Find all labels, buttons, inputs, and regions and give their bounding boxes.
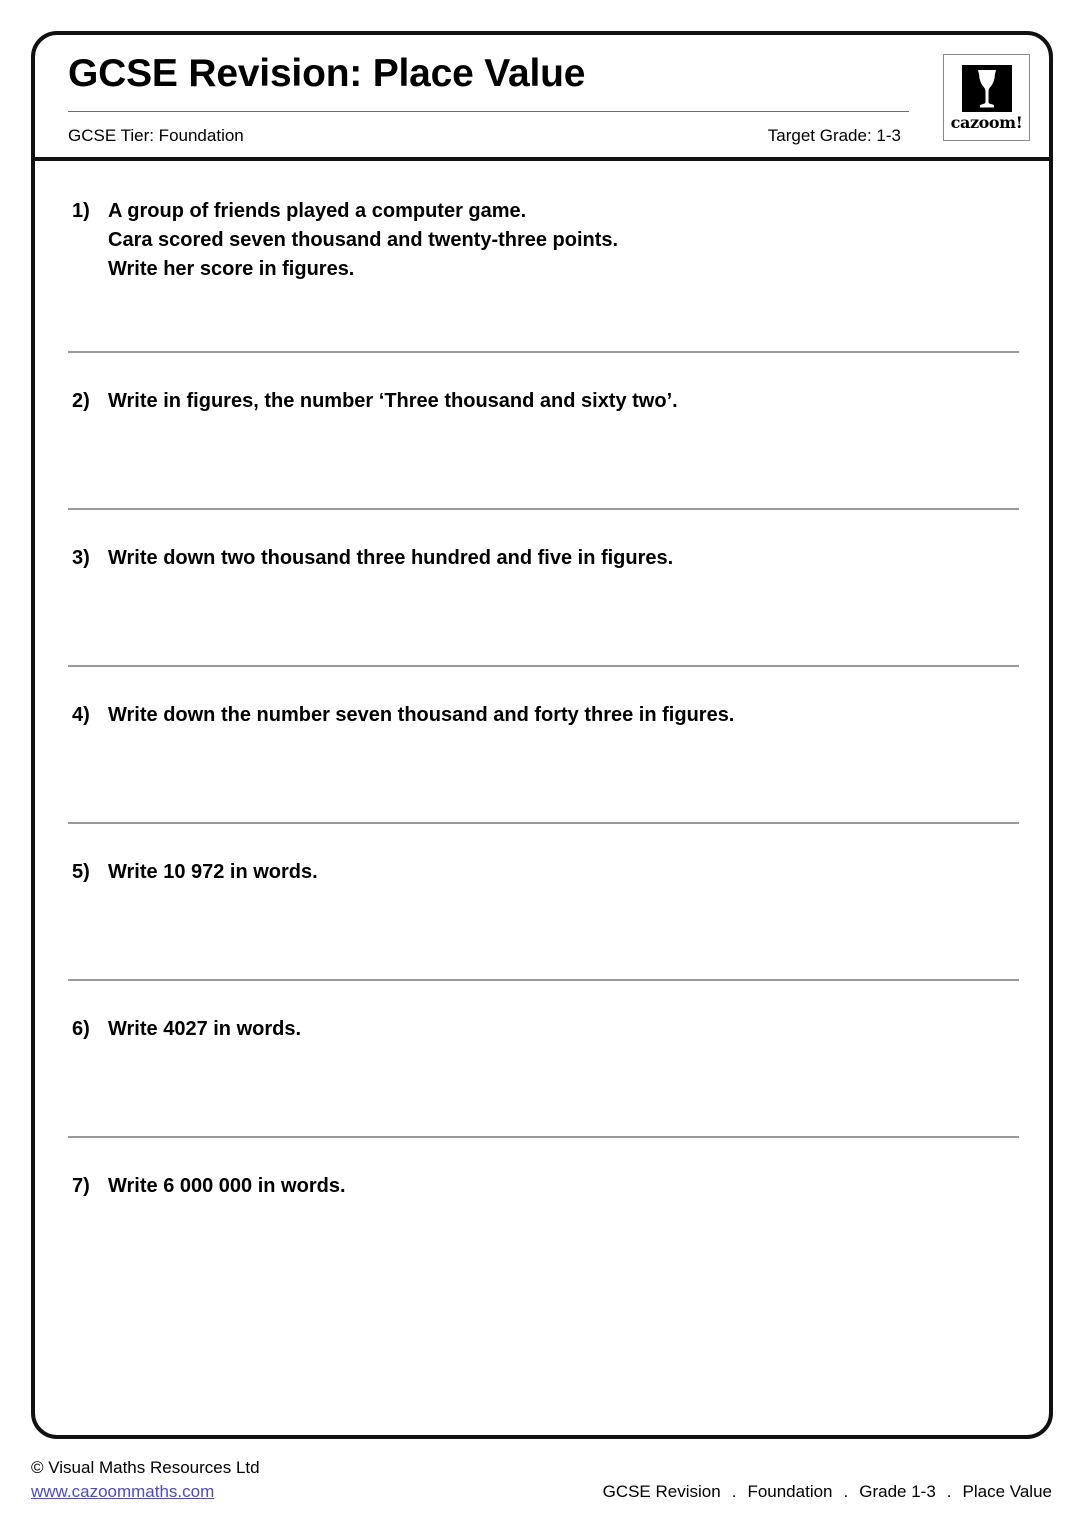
question-number: 6) xyxy=(72,1018,90,1040)
worksheet-footer xyxy=(31,1457,1053,1517)
question-item xyxy=(35,510,1049,667)
question-text xyxy=(108,387,678,416)
breadcrumb-item: Grade 1-3 xyxy=(859,1482,936,1501)
question-number: 5) xyxy=(72,861,90,883)
question-text-line: A group of friends played a computer game. xyxy=(108,200,527,222)
question-text xyxy=(108,701,734,730)
cazoommaths-website-link[interactable]: www.cazoommaths.com xyxy=(31,1482,215,1501)
question-number: 3) xyxy=(72,547,90,569)
breadcrumb-item: Foundation xyxy=(747,1482,833,1501)
question-number: 2) xyxy=(72,390,90,412)
question-text xyxy=(108,1172,346,1201)
header-target-grade-label: Target Grade: 1-3 xyxy=(767,126,901,145)
question-text-line: Write 10 972 in words. xyxy=(108,861,318,883)
question-item xyxy=(35,353,1049,510)
breadcrumb-separator: . xyxy=(843,1482,849,1501)
breadcrumb-separator: . xyxy=(946,1482,952,1501)
cazoom-logo xyxy=(943,54,1030,141)
question-text xyxy=(108,197,618,284)
question-text-line: Write down the number seven thousand and forty three in figures. xyxy=(108,704,735,726)
breadcrumb-item: Place Value xyxy=(962,1482,1052,1501)
question-item xyxy=(35,824,1049,981)
breadcrumb xyxy=(603,1481,1052,1503)
header-rule xyxy=(68,111,909,112)
cazoom-logo-wordmark: cazoom! xyxy=(950,113,1023,132)
question-text-line: Write down two thousand three hundred and five in figures. xyxy=(108,547,674,569)
header-tier-label: GCSE Tier: Foundation xyxy=(68,126,244,145)
question-item xyxy=(35,667,1049,824)
question-number: 1) xyxy=(72,200,90,222)
question-text xyxy=(108,544,673,573)
question-text xyxy=(108,858,318,887)
question-text xyxy=(108,1015,301,1044)
breadcrumb-item: GCSE Revision xyxy=(602,1482,721,1501)
question-text-line: Write her score in figures. xyxy=(108,258,355,280)
questions-list xyxy=(35,161,1049,1295)
question-item xyxy=(35,1138,1049,1295)
copyright-text: © Visual Maths Resources Ltd xyxy=(31,1458,260,1477)
worksheet-header xyxy=(35,35,1049,157)
question-text-line: Write in figures, the number ‘Three thousand and sixty two’. xyxy=(108,390,678,412)
question-text-line: Write 4027 in words. xyxy=(108,1018,302,1040)
question-text-line: Cara scored seven thousand and twenty-three points. xyxy=(108,229,619,251)
question-text-line: Write 6 000 000 in words. xyxy=(108,1175,346,1197)
worksheet-frame xyxy=(31,31,1053,1439)
question-item xyxy=(35,161,1049,353)
question-number: 4) xyxy=(72,704,90,726)
page-title: GCSE Revision: Place Value xyxy=(68,52,586,95)
breadcrumb-separator: . xyxy=(731,1482,737,1501)
question-number: 7) xyxy=(72,1175,90,1197)
question-item xyxy=(35,981,1049,1138)
cazoom-goblet-icon xyxy=(962,65,1012,112)
